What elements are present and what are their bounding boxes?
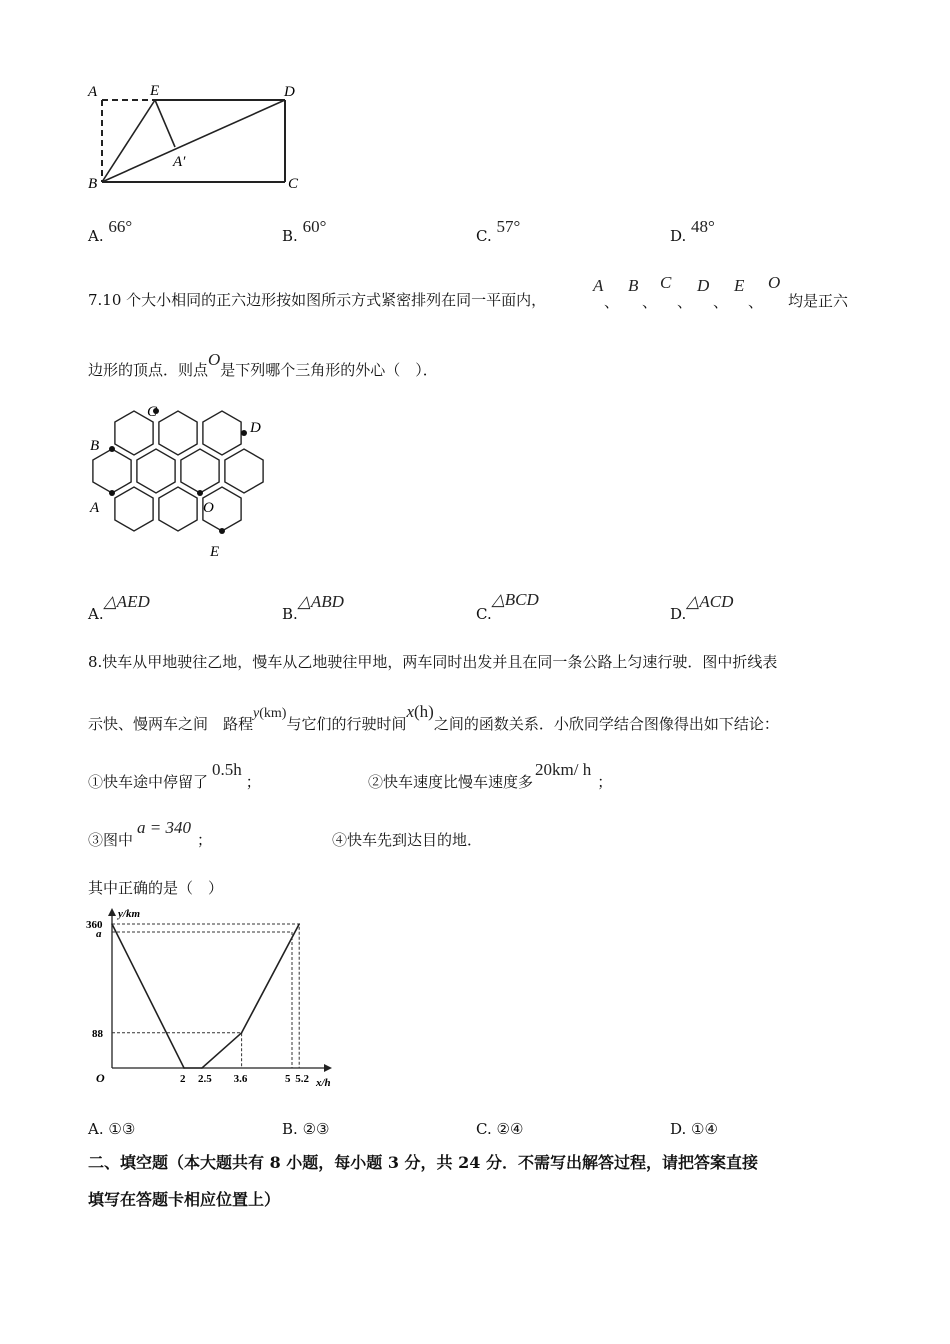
point-c: C xyxy=(660,273,672,292)
x-tick-5-2: 5.2 xyxy=(295,1073,309,1085)
vertex-dot xyxy=(197,490,203,496)
option-value: △BCD xyxy=(491,590,539,609)
option-value: △ACD xyxy=(686,592,734,611)
hexagon xyxy=(181,449,219,493)
point-a: A xyxy=(593,276,604,295)
q8-option-d[interactable] xyxy=(670,1120,718,1138)
y-tick-360: 360 xyxy=(86,919,103,931)
option-value: ①④ xyxy=(691,1120,718,1138)
y-axis-label: y/km xyxy=(118,908,140,920)
hexagon xyxy=(225,449,263,493)
hex-label-C: C xyxy=(147,404,158,420)
q6-option-b[interactable] xyxy=(282,217,327,246)
option-value: △AED xyxy=(103,592,150,611)
hex-label-A: A xyxy=(90,500,100,516)
y-axis-arrow xyxy=(108,908,116,916)
q6-option-c[interactable] xyxy=(476,217,521,246)
hexagon xyxy=(159,487,197,531)
q8-line2-c: 之间的函数关系．小欣同学结合图像得出如下结论： xyxy=(433,715,779,733)
option-letter: C. xyxy=(476,1120,492,1138)
q8-conclusion-1 xyxy=(88,760,261,792)
label-B: B xyxy=(88,176,98,192)
point-d: D xyxy=(697,276,710,295)
q7-points xyxy=(590,273,865,316)
option-letter: B. xyxy=(282,227,298,245)
q7-stem-start: 7.10 个大小相同的正六边形按如图所示方式紧密排列在同一平面内， xyxy=(88,291,547,309)
label-D: D xyxy=(284,84,295,100)
x-tick-2-5: 2.5 xyxy=(198,1073,212,1085)
data-point xyxy=(201,1067,203,1069)
hexagon xyxy=(159,411,197,455)
option-value: 66° xyxy=(108,217,133,236)
option-value: △ABD xyxy=(297,592,344,611)
q7-option-d[interactable] xyxy=(670,592,734,624)
vertex-dot xyxy=(241,430,247,436)
c3-math: a = 340 xyxy=(137,818,191,837)
hex-label-O: O xyxy=(203,500,214,516)
q6-option-a[interactable] xyxy=(88,217,133,246)
q8-option-b[interactable] xyxy=(282,1120,329,1138)
c2-end: ； xyxy=(597,773,613,791)
option-letter: C. xyxy=(476,227,492,245)
hex-label-B: B xyxy=(90,438,100,454)
data-point xyxy=(111,923,113,925)
label-A: A xyxy=(88,84,98,100)
sep: 、 xyxy=(748,293,764,311)
option-letter: D. xyxy=(670,605,687,623)
point-b: B xyxy=(628,276,639,295)
option-letter: D. xyxy=(670,1120,687,1138)
hexagon-figure xyxy=(80,400,280,565)
option-value: 48° xyxy=(691,217,715,236)
q8-conclusion-4: ④快车先到达目的地． xyxy=(332,831,483,849)
x-tick-2: 2 xyxy=(180,1073,186,1085)
c2-text: ②快车速度比慢车速度多 xyxy=(368,773,534,791)
q8-option-a[interactable] xyxy=(88,1120,135,1138)
q8-conclusion-3 xyxy=(88,818,213,850)
data-point xyxy=(298,923,300,925)
section-2-heading-line1: 二、填空题（本大题共有 8 小题，每小题 3 分，共 24 分．不需写出解答过程，请把答案直接 xyxy=(88,1153,758,1172)
data-point xyxy=(183,1067,185,1069)
sep: 、 xyxy=(642,293,658,311)
c2-math: 20km/ h xyxy=(535,760,592,779)
q8-option-c[interactable] xyxy=(476,1120,523,1138)
c3-end: ； xyxy=(197,831,213,849)
guide-a xyxy=(112,932,292,1068)
sep: 、 xyxy=(604,293,620,311)
x-tick-5: 5 xyxy=(285,1073,291,1085)
option-value: ①③ xyxy=(108,1120,136,1138)
option-letter: C. xyxy=(476,605,492,623)
hex-label-D: D xyxy=(250,420,261,436)
sep: 、 xyxy=(677,293,693,311)
q7-option-c[interactable] xyxy=(476,590,539,624)
sep: 、 xyxy=(713,293,729,311)
label-A-prime: A′ xyxy=(173,154,186,170)
x-tick-3-6: 3.6 xyxy=(233,1073,248,1085)
distance-time-chart xyxy=(84,900,344,1092)
option-value: ②④ xyxy=(496,1120,524,1138)
data-point xyxy=(241,1032,243,1034)
hexagon xyxy=(137,449,175,493)
vertex-dot xyxy=(219,528,225,534)
option-letter: A. xyxy=(88,227,104,245)
x-axis-arrow xyxy=(324,1064,332,1072)
q8-conclusion-2 xyxy=(368,760,613,792)
q7-stem-end: 均是正六 xyxy=(788,292,849,310)
q7-line2 xyxy=(88,350,438,380)
vertex-dot xyxy=(109,446,115,452)
q7-option-b[interactable] xyxy=(282,592,344,624)
q8-line1: 8.快车从甲地驶往乙地，慢车从乙地驶往甲地，两车同时出发并且在同一条公路上匀速行驶．图中折线表 xyxy=(88,653,778,671)
option-value: ②③ xyxy=(302,1120,330,1138)
option-letter: A. xyxy=(88,605,104,623)
guide-360 xyxy=(112,924,299,1068)
c1-text: ①快车途中停留了 xyxy=(88,773,209,791)
c3-text: ③图中 xyxy=(88,831,134,849)
c1-math: 0.5h xyxy=(212,760,242,779)
q8-line2-a: 示快、慢两车之间 路程 xyxy=(88,715,254,733)
hex-label-E: E xyxy=(210,544,220,560)
hexagon xyxy=(93,449,131,493)
distance-line xyxy=(112,924,299,1068)
q6-option-d[interactable] xyxy=(670,217,715,246)
point-o-inline: O xyxy=(208,350,221,369)
q7-line2-end: 是下列哪个三角形的外心（ ）． xyxy=(220,361,438,379)
y-tick-88: 88 xyxy=(92,1027,103,1040)
option-letter: B. xyxy=(282,605,298,623)
x-tick-origin: O xyxy=(96,1071,105,1085)
q8-line2: 示快、慢两车之间 路程y(km)与它们的行驶时间x(h)之间的函数关系．小欣同学结合图像得出如下结论： xyxy=(88,702,779,733)
option-value: 60° xyxy=(302,217,327,236)
vertex-dot xyxy=(109,490,115,496)
option-letter: A. xyxy=(88,1120,104,1138)
label-C: C xyxy=(288,176,299,192)
q7-option-a[interactable] xyxy=(88,592,150,624)
point-o: O xyxy=(768,273,781,292)
y-tick-a: a xyxy=(96,928,102,940)
q8-question: 其中正确的是（ ） xyxy=(88,879,224,897)
q7-line1 xyxy=(88,290,546,310)
option-letter: D. xyxy=(670,227,687,245)
label-E: E xyxy=(150,83,160,99)
hexagon xyxy=(203,411,241,455)
hexagon xyxy=(115,487,153,531)
point-e: E xyxy=(734,276,745,295)
rectangle-fold-figure xyxy=(80,78,310,196)
option-value: 57° xyxy=(496,217,521,236)
q7-line2-start: 边形的顶点．则点 xyxy=(88,361,209,379)
x-axis-label: x/h xyxy=(316,1077,331,1089)
section-2-heading-line2: 填写在答题卡相应位置上） xyxy=(88,1190,281,1209)
option-letter: B. xyxy=(282,1120,298,1138)
q8-line2-b: 与它们的行驶时间 xyxy=(286,715,407,733)
c1-end: ； xyxy=(245,773,261,791)
